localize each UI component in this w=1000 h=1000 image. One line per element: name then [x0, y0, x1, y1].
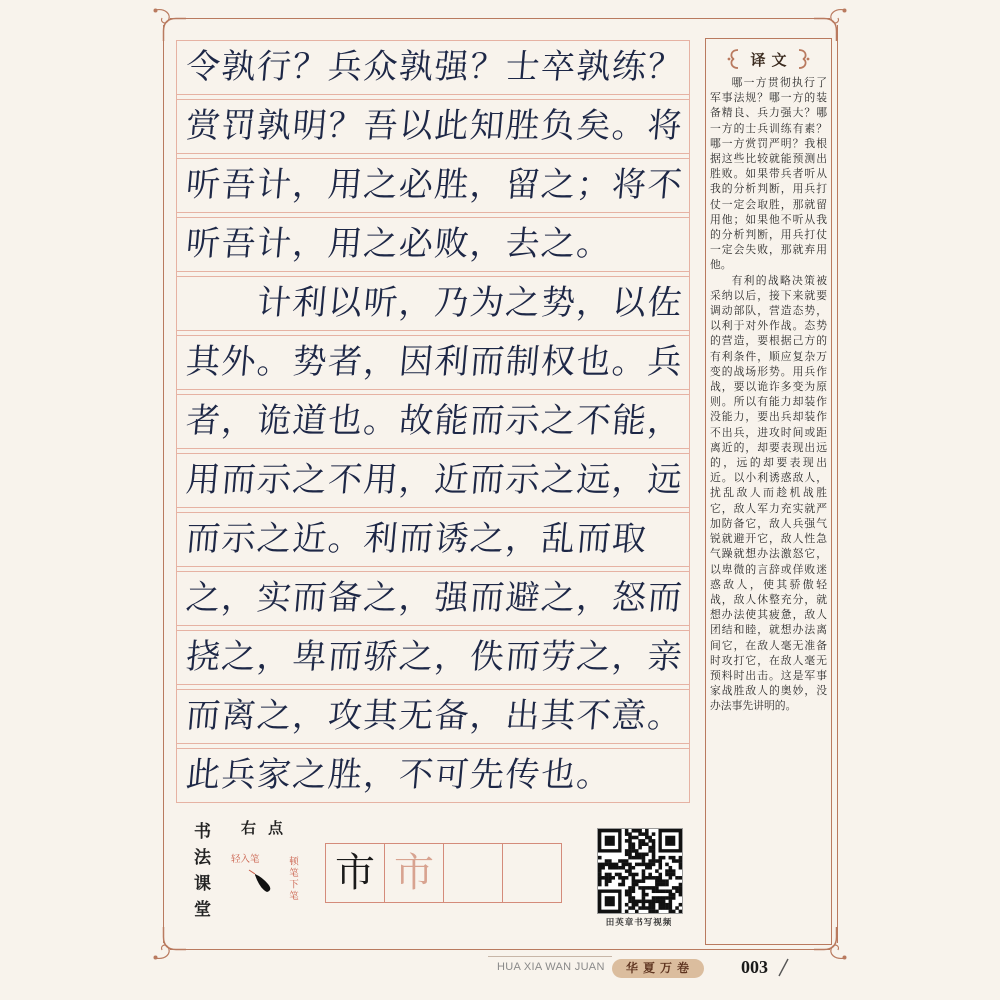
right-bracket-ornament-icon	[797, 48, 811, 70]
practice-row	[177, 217, 689, 272]
practice-boxes	[325, 843, 562, 903]
empty-practice-box	[502, 843, 562, 903]
stroke-end-note: 顿笔下笔	[287, 856, 298, 902]
practice-line: 而示之近。利而诱之，乱而取	[184, 519, 650, 559]
translation-header	[710, 45, 827, 73]
corner-ornament-top-right	[814, 7, 848, 41]
practice-row	[177, 40, 689, 95]
lesson-section-title: 书法课堂	[190, 822, 210, 926]
practice-line: 计利以听，乃为之势，以佐	[184, 283, 685, 323]
practice-row	[177, 512, 689, 567]
empty-practice-box	[443, 843, 503, 903]
practice-line: 而离之，攻其无备，出其不意。	[184, 696, 685, 736]
stroke-name: 右点	[241, 819, 296, 837]
practice-line: 赏罚孰明？吾以此知胜负矣。将	[184, 106, 685, 146]
translation-title: 译文	[750, 50, 793, 69]
translation-paragraph: 哪一方贯彻执行了军事法规？哪一方的装备精良、兵力强大？哪一方的士兵训练有素？哪一方赏罚严明？我根据这些比较就能预测出胜败。如果带兵者听从我的分析判断，用兵打仗一定会取胜，那就留用他；如果他不听从我的分析判断，用兵打仗一定会失败，那就弃用他。	[710, 76, 827, 272]
practice-line: 听吾计，用之必败，去之。	[184, 224, 614, 264]
right-dot-stroke-icon	[246, 864, 286, 904]
corner-ornament-top-left	[152, 7, 186, 41]
practice-row	[177, 394, 689, 449]
practice-row	[177, 630, 689, 685]
corner-ornament-bottom-left	[152, 927, 186, 961]
qr-code-icon	[598, 829, 682, 913]
series-pinyin: HUA XIA WAN JUAN	[497, 961, 605, 973]
practice-line: 挠之，卑而骄之，佚而劳之，亲	[184, 637, 685, 677]
slash-ornament-icon	[776, 957, 790, 977]
page-number: 003	[741, 957, 768, 977]
practice-row	[177, 335, 689, 390]
trace-char-box: 市	[384, 843, 444, 903]
qr-caption: 田英章书写视频	[605, 918, 673, 928]
left-bracket-ornament-icon	[726, 48, 740, 70]
practice-line: 之，实而备之，强而避之，怒而	[184, 578, 685, 618]
practice-line: 用而示之不用，近而示之远，远	[184, 460, 685, 500]
practice-row	[177, 453, 689, 508]
practice-row	[177, 158, 689, 213]
stroke-start-note: 轻入笔	[231, 854, 260, 865]
practice-line: 其外。势者，因利而制权也。兵	[184, 342, 685, 382]
translation-panel	[705, 38, 832, 945]
model-char-box: 市	[325, 843, 385, 903]
qr-code	[597, 828, 683, 914]
practice-lines	[176, 40, 690, 803]
practice-line: 令孰行？兵众孰强？士卒孰练？	[184, 47, 685, 87]
practice-row	[177, 689, 689, 744]
practice-line: 此兵家之胜，不可先传也。	[184, 755, 614, 795]
practice-row	[177, 276, 689, 331]
translation-paragraph: 有利的战略决策被采纳以后，接下来就要调动部队，营造态势，以利于对外作战。态势的营造，要根据己方的有利条件，顺应复杂万变的战场形势。用兵作战，要以诡诈多变为原则。所以有能力却装作没能力，要出兵却装作不出兵，进攻时间或距离近的，却要表现出远的，远的却要表现出近。以小利诱惑敌人，扰乱敌人而趁机战胜它，敌人军力充实就严加防备它，敌人兵强气锐就避开它，敌人性急气躁就想办法激怒它，以卑微的言辞或佯败迷惑敌人，使其骄傲轻战，敌人休整充分，就想办法使其疲惫，敌人团结和睦，就想办法离间它，在敌人毫无准备时攻打它，在敌人毫无预料时出击。这是军事家战胜敌人的奥妙，没办法事先讲明的。	[710, 273, 827, 713]
practice-line: 者，诡道也。故能而示之不能，	[184, 401, 685, 441]
footer-divider	[488, 956, 612, 957]
practice-row	[177, 571, 689, 626]
practice-line: 听吾计，用之必胜，留之；将不	[184, 165, 685, 205]
practice-row	[177, 99, 689, 154]
practice-row	[177, 748, 689, 803]
series-name-badge: 华夏万卷	[612, 959, 704, 978]
